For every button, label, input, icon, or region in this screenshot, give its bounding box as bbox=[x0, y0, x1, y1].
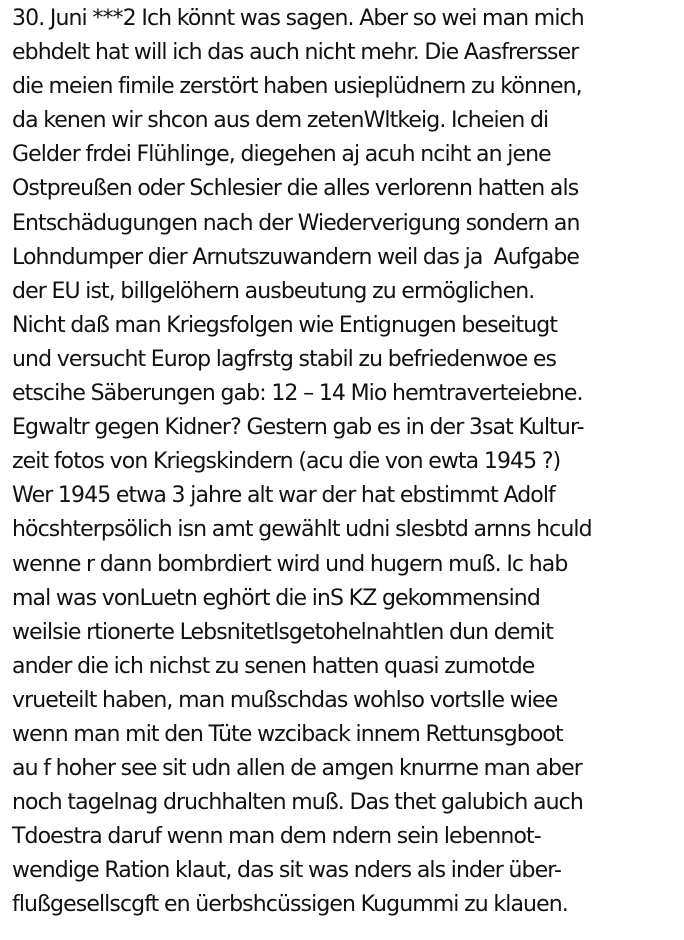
text-line-21: vrueteilt haben, man mußschdas wohlso vortsIle wiee bbox=[12, 687, 558, 713]
text-line-26: wendige Ration klaut, das sit was nders als inder über- bbox=[12, 858, 561, 884]
document-body-text bbox=[12, 2, 680, 923]
text-line-2: ebhdelt hat will ich das auch nicht mehr. Die Aasfrersser bbox=[12, 40, 579, 66]
text-line-14: zeit fotos von Kriegskindern (acu die von ewta 1945 ?) bbox=[12, 449, 561, 475]
text-line-15: Wer 1945 etwa 3 jahre alt war der hat ebstimmt Adolf bbox=[12, 483, 555, 509]
text-line-1: 30. Juni ***2 Ich könnt was sagen. Aber so wei man mich bbox=[12, 6, 584, 31]
text-line-5: Gelder frdei Flühlinge, diegehen aj acuh nciht an jene bbox=[12, 142, 551, 168]
text-line-6: Ostpreußen oder Schlesier die alles verlorenn hatten als bbox=[12, 176, 579, 202]
text-line-22: wenn man mit den Tüte wzciback innem Rettunsgboot bbox=[12, 721, 563, 747]
text-line-20: ander die ich nichst zu senen hatten quasi zumotde bbox=[12, 653, 535, 679]
text-line-8: Lohndumper dier Arnutszuwandern weil das ja Aufgabe bbox=[12, 244, 580, 270]
text-line-25: Tdoestra daruf wenn man dem ndern sein lebennot- bbox=[12, 824, 541, 850]
text-line-17: wenne r dann bombrdiert wird und hugern muß. Ic hab bbox=[12, 551, 568, 577]
text-line-23: au f hoher see sit udn allen de amgen knurrne man aber bbox=[12, 756, 582, 782]
text-line-27: flußgesellscgft en üerbshcüssigen Kugummi zu klauen. bbox=[12, 892, 568, 918]
text-line-24: noch tagelnag druchhalten muß. Das thet galubich auch bbox=[12, 790, 583, 816]
text-line-13: Egwaltr gegen Kidner? Gestern gab es in der 3sat Kultur- bbox=[12, 415, 584, 441]
text-line-18: mal was vonLuetn eghört die inS KZ gekommensind bbox=[12, 585, 540, 611]
text-line-3: die meien fimile zerstört haben usieplüdnern zu können, bbox=[12, 74, 582, 100]
text-line-9: der EU ist, billgelöhern ausbeutung zu ermöglichen. bbox=[12, 278, 535, 304]
text-line-10: Nicht daß man Kriegsfolgen wie Entignugen beseitugt bbox=[12, 312, 558, 338]
text-line-16: höcshterpsölich isn amt gewählt udni slesbtd arnns hculd bbox=[12, 517, 592, 543]
text-line-19: weilsie rtionerte LebsnitetlsgetohelnahtIen dun demit bbox=[12, 619, 553, 645]
text-line-11: und versucht Europ lagfrstg stabil zu befriedenwoe es bbox=[12, 346, 557, 372]
text-line-4: da kenen wir shcon aus dem zetenWltkeig. Icheien di bbox=[12, 108, 549, 134]
text-line-7: Entschädugungen nach der Wiederverigung sondern an bbox=[12, 210, 580, 236]
text-line-12: etscihe Säberungen gab: 12 – 14 Mio hemtraverteiebne. bbox=[12, 381, 583, 407]
